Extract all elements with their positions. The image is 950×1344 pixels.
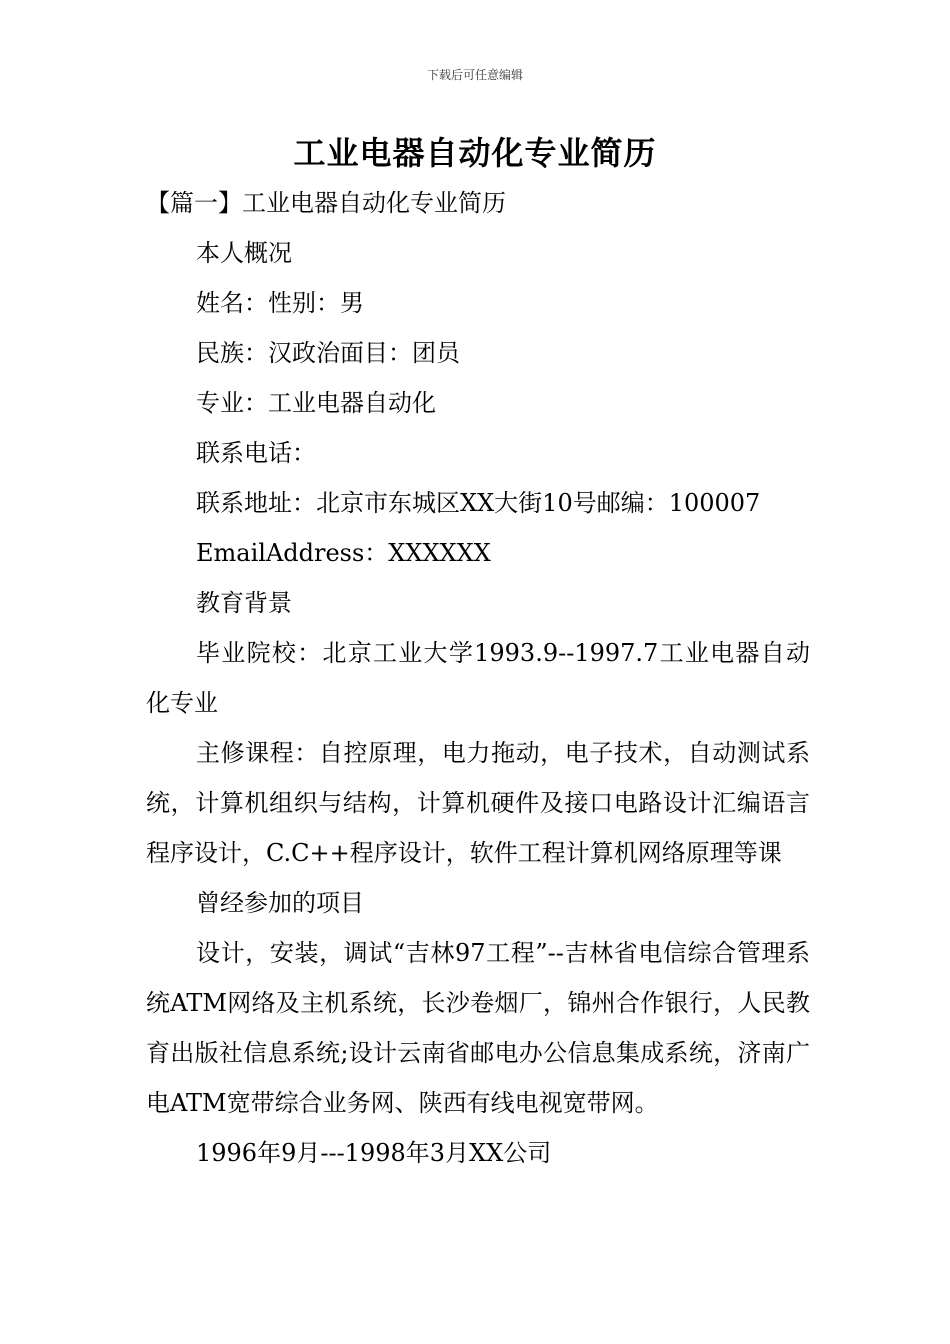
paragraph-courses: 主修课程：自控原理，电力拖动，电子技术，自动测试系统，计算机组织与结构，计算机硬件及接口电路设计汇编语言程序设计，C.C++程序设计，软件工程计算机网络原理等课 xyxy=(146,739,810,867)
paragraph-major: 专业：工业电器自动化 xyxy=(196,389,436,417)
paragraph-profile: 本人概况 xyxy=(196,239,292,267)
paragraph-address: 联系地址：北京市东城区XX大街10号邮编：100007 xyxy=(196,489,761,517)
section-heading: 【篇一】工业电器自动化专业简历 xyxy=(146,189,506,217)
paragraph-projects: 曾经参加的项目 xyxy=(196,889,364,917)
paragraph-school: 毕业院校：北京工业大学1993.9--1997.7工业电器自动化专业 xyxy=(146,639,810,717)
paragraph-education: 教育背景 xyxy=(196,589,292,617)
header-note: 下载后可任意编辑 xyxy=(426,68,523,82)
paragraph-email: EmailAddress：XXXXXX xyxy=(196,539,491,567)
paragraph-work: 1996年9月---1998年3月XX公司 xyxy=(196,1139,552,1167)
document-body xyxy=(146,178,810,1178)
paragraph-phone: 联系电话： xyxy=(196,439,316,467)
paragraph-ethnic: 民族：汉政治面目：团员 xyxy=(196,339,460,367)
paragraph-name: 姓名：性别：男 xyxy=(196,289,364,317)
document-title: 工业电器自动化专业简历 xyxy=(293,134,657,172)
paragraph-project-detail: 设计，安装，调试“吉林97工程”--吉林省电信综合管理系统ATM网络及主机系统，长沙卷烟厂，锦州合作银行，人民教育出版社信息系统;设计云南省邮电办公信息集成系统，济南广电ATM宽带综合业务网、陕西有线电视宽带网。 xyxy=(146,939,810,1117)
